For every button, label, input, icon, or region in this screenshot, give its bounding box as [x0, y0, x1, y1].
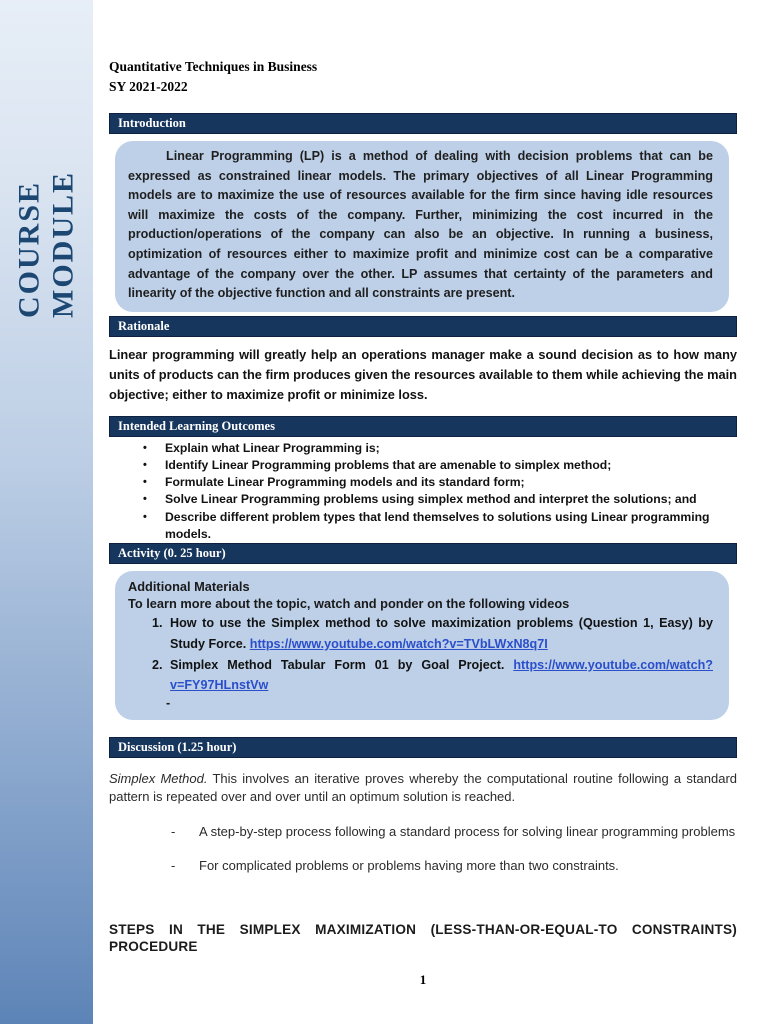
learning-outcomes-list	[109, 440, 737, 543]
video-item	[166, 655, 713, 697]
discussion-paragraph	[109, 770, 737, 805]
video-link[interactable]: https://www.youtube.com/watch? v=FY97HLnstVw	[170, 657, 713, 693]
section-bar-label: Introduction	[118, 116, 186, 130]
outcome-item: • Explain what Linear Programming is;	[143, 440, 737, 457]
section-bar-label: Intended Learning Outcomes	[118, 418, 275, 433]
course-module-spine	[0, 0, 93, 1024]
page-number: 1	[419, 971, 427, 987]
discussion-point: - A step-by-step process following a standard process for solving linear programming problems	[171, 823, 737, 841]
outcome-item: • Solve Linear Programming problems using simplex method and interpret the solutions; and	[143, 491, 737, 508]
video-item	[166, 613, 713, 655]
video-description: How to use the Simplex method to solve maximization problems (Question 1, Easy) by Study Force.	[170, 615, 713, 651]
activity-panel	[115, 571, 729, 720]
section-bar-label: Activity (0. 25 hour)	[118, 545, 226, 560]
document-title-block	[109, 57, 737, 97]
intro-lead-bold: Linear Programming (LP)	[166, 149, 325, 163]
discussion-body-text: This involves an iterative proves whereby the computational routine following a standard pattern is repeated over and over until an optimum solution is reached.	[109, 771, 738, 804]
outcome-item: • Formulate Linear Programming models and its standard form;	[143, 474, 737, 491]
outcome-item: • Describe different problem types that lend themselves to solutions using Linear programming models.	[143, 509, 737, 543]
course-title: Quantitative Techniques in Business	[109, 59, 318, 74]
simplex-method-lead: Simplex Method.	[109, 771, 208, 787]
steps-heading: STEPS IN THE SIMPLEX MAXIMIZATION (LESS-THAN-OR-EQUAL-TO CONSTRAINTS) PROCEDURE	[109, 921, 737, 955]
section-bar-discussion	[109, 737, 737, 758]
section-bar-outcomes	[109, 416, 737, 437]
introduction-paragraph	[128, 147, 713, 304]
section-bar-introduction	[109, 113, 737, 134]
document-content	[93, 0, 768, 988]
activity-instructions: To learn more about the topic, watch and ponder on the following videos	[128, 595, 570, 611]
discussion-points-list	[109, 823, 737, 874]
rationale-paragraph: Linear programming will greatly help an operations manager make a sound decision as to how many units of products can the firm produces given the resources available to them while achieving the main objective; either to maximize profit or minimize loss.	[109, 346, 737, 402]
school-year: SY 2021-2022	[109, 79, 188, 94]
outcome-item: • Identify Linear Programming problems that are amenable to simplex method;	[143, 457, 737, 474]
additional-materials-title: Additional Materials	[128, 578, 250, 594]
discussion-point: - For complicated problems or problems having more than two constraints.	[171, 857, 737, 875]
video-list	[128, 613, 713, 696]
section-bar-activity	[109, 543, 737, 564]
section-bar-label: Discussion (1.25 hour)	[118, 740, 237, 755]
empty-list-dash: -	[166, 696, 171, 711]
sidebar-vertical-label: COURSE MODULE	[12, 171, 80, 318]
video-link[interactable]: https://www.youtube.com/watch?v=TVbLWxN8q7I	[249, 636, 548, 651]
intro-body-text: is a method of dealing with decision problems that can be expressed as constrained linear models. The primary objectives of all Linear Programming models are to maximize the use of resources available for the firm since having idle resources will maximize the costs of the company. Further, minimizing the cost incurred in the production/operations of the company can also be an objective. In running a business, optimization of resources either to maximize profit and minimize cost can be a comparative advantage of the company over the other. LP assumes that certainty of the parameters and linearity of the objective function and all constraints are present.	[128, 149, 713, 301]
section-bar-rationale	[109, 316, 737, 337]
introduction-panel	[115, 141, 729, 312]
section-bar-label: Rationale	[118, 318, 170, 333]
video-description: Simplex Method Tabular Form 01 by Goal Project.	[170, 657, 514, 672]
